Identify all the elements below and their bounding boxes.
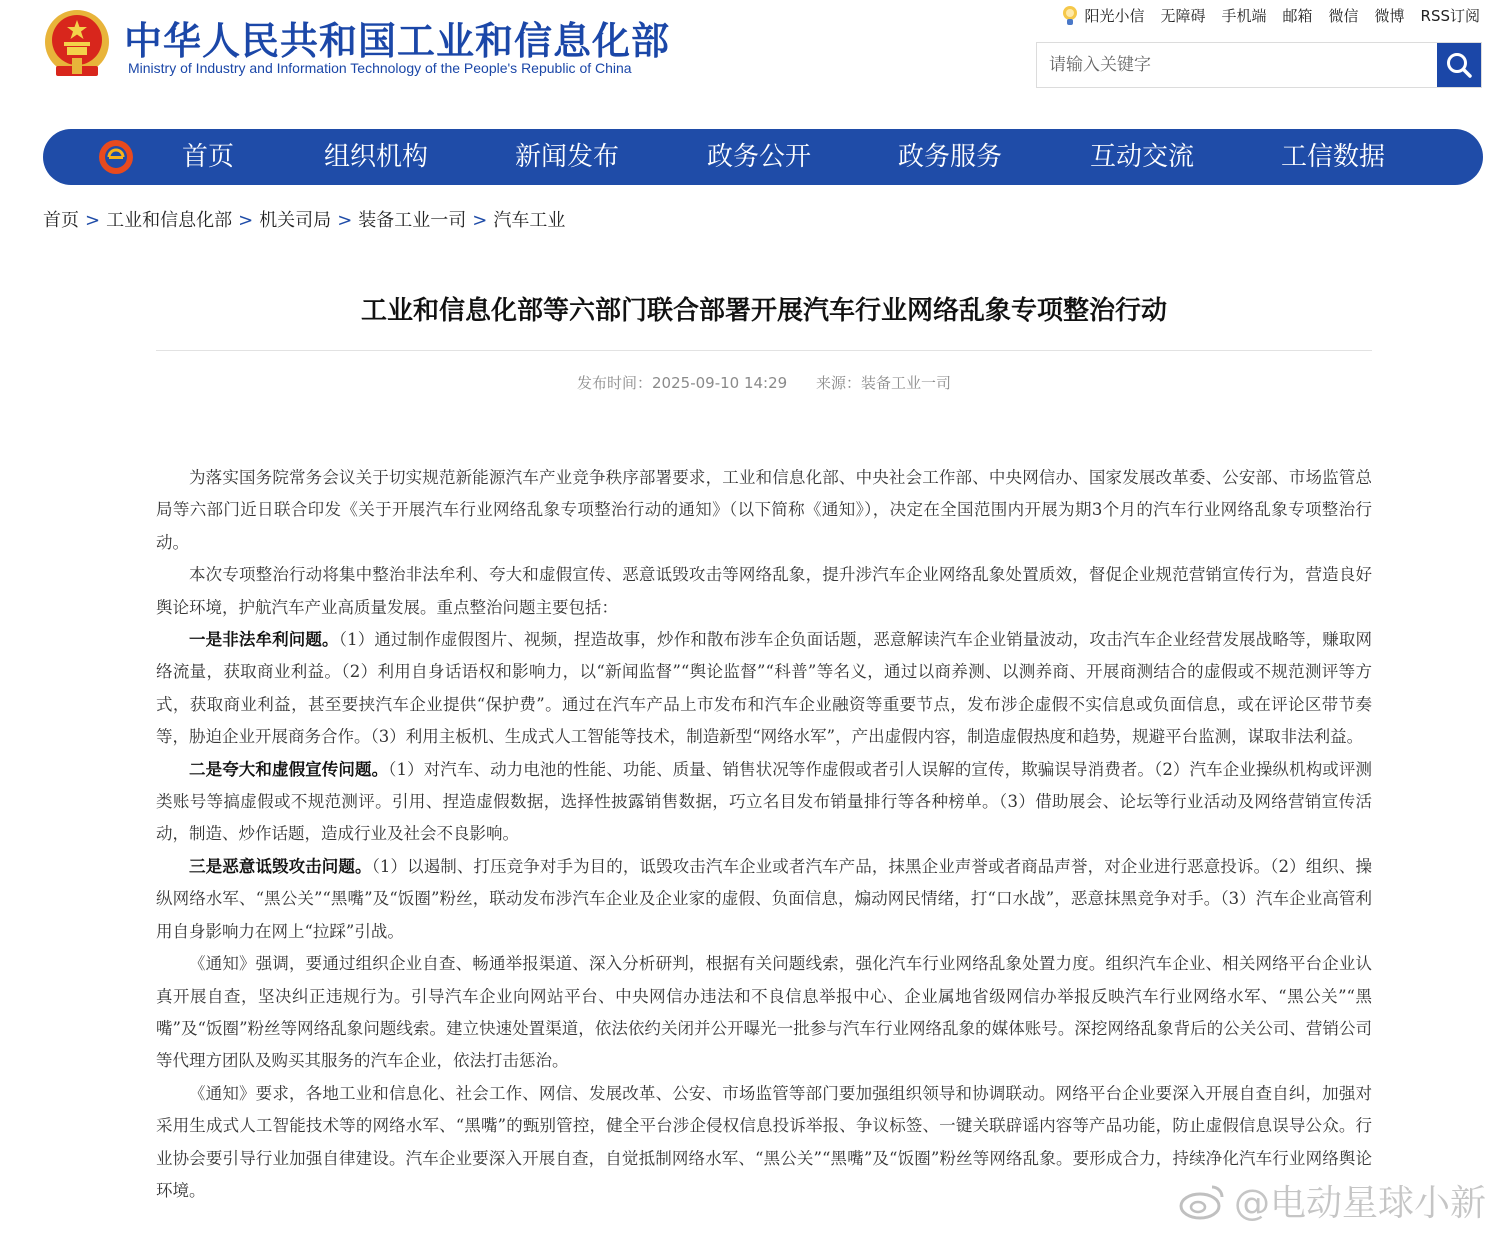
nav-interaction[interactable]: 互动交流 xyxy=(1090,142,1195,172)
breadcrumb-separator: > xyxy=(472,210,488,231)
paragraph xyxy=(156,851,1372,948)
nav-home[interactable]: 首页 xyxy=(182,142,235,172)
paragraph: 《通知》要求，各地工业和信息化、社会工作、网信、发展改革、公安、市场监管等部门要加强组织领导和协调联动。网络平台企业要深入开展自查自纠，加强对采用生成式人工智能技术等的网络水军、“黑嘴”的甄别管控，健全平台涉企侵权信息投诉举报、争议标签、一键关联辟谣内容等产品功能，防止虚假信息误导公众。行业协会要引导行业加强自律建设。汽车企业要深入开展自查，自觉抵制网络水军、“黑公关”“黑嘴”及“饭圈”粉丝等网络乱象。要形成合力，持续净化汽车行业网络舆论环境。 xyxy=(156,1083,1372,1200)
search-box xyxy=(1036,42,1482,88)
breadcrumb-miit[interactable]: 工业和信息化部 xyxy=(106,210,233,231)
article-title: 工业和信息化部等六部门联合部署开展汽车行业网络乱象专项整治行动 xyxy=(360,296,1167,326)
paragraph-lead: 二是夸大和虚假宣传问题。 xyxy=(189,759,389,779)
article-body xyxy=(156,462,1372,1207)
paragraph-text: （1）对汽车、动力电池的性能、功能、质量、销售状况等作虚假或者引人误解的宣传，欺骗误导消费者。（2）汽车企业操纵机构或评测类账号等搞虚假或不规范测评。引用、捏造虚假数据，选择性披露销售数据，巧立名目发布销量排行等各种榜单。（3）借助展会、论坛等行业活动及网络营销宣传活动，制造、炒作话题，造成行业及社会不良影响。 xyxy=(156,759,1373,844)
sunshine-mascot-icon xyxy=(1060,4,1080,26)
nav-data[interactable]: 工信数据 xyxy=(1281,142,1386,172)
watermark xyxy=(1178,1175,1486,1226)
paragraph: 本次专项整治行动将集中整治非法牟利、夸大和虚假宣传、恶意诋毁攻击等网络乱象，提升涉汽车企业网络乱象处置质效，督促企业规范营销宣传行为，营造良好舆论环境，护航汽车产业高质量发展。重点整治问题主要包括： xyxy=(156,565,1372,617)
paragraph: 为落实国务院常务会议关于切实规范新能源汽车产业竞争秩序部署要求，工业和信息化部、中央社会工作部、中央网信办、国家发展改革委、公安部、市场监管总局等六部门近日联合印发《关于开展汽车行业网络乱象专项整治行动的通知》（以下简称《通知》），决定在全国范围内开展为期3个月的汽车行业网络乱象专项整治行动。 xyxy=(156,468,1372,552)
breadcrumb-separator: > xyxy=(85,210,101,231)
breadcrumb-auto-industry[interactable]: 汽车工业 xyxy=(493,210,566,231)
search-icon xyxy=(1445,51,1473,79)
article-meta xyxy=(156,372,1372,393)
miit-logo-icon xyxy=(97,138,135,176)
nav-gov-services[interactable]: 政务服务 xyxy=(898,142,1003,172)
top-link-accessibility[interactable]: 无障碍 xyxy=(1160,6,1206,25)
nav-news[interactable]: 新闻发布 xyxy=(515,142,620,172)
breadcrumb-equipment-dept[interactable]: 装备工业一司 xyxy=(358,210,467,231)
article-source: 来源：装备工业一司 xyxy=(815,374,951,392)
top-link-rss[interactable]: RSS订阅 xyxy=(1420,6,1480,25)
breadcrumb-home[interactable]: 首页 xyxy=(43,210,79,231)
top-links xyxy=(1060,4,1480,26)
site-subtitle: Ministry of Industry and Information Technology of the People's Republic of China xyxy=(128,60,632,76)
breadcrumb-departments[interactable]: 机关司局 xyxy=(259,210,332,231)
nav-organization[interactable]: 组织机构 xyxy=(324,142,429,172)
paragraph-lead: 一是非法牟利问题。 xyxy=(189,630,339,650)
top-link-label: 阳光小信 xyxy=(1084,6,1145,25)
weibo-icon xyxy=(1178,1181,1228,1221)
paragraph-text: （1）以遏制、打压竞争对手为目的，诋毁攻击汽车企业或者汽车产品，抹黑企业声誉或者商品声誉，对企业进行恶意投诉。（2）组织、操纵网络水军、“黑公关”“黑嘴”及“饭圈”粉丝，联动发布涉汽车企业及企业家的虚假、负面信息，煽动网民情绪，打“口水战”，恶意抹黑竞争对手。（3）汽车企业高管利用自身影响力在网上“拉踩”引战。 xyxy=(156,856,1373,941)
nav-gov-affairs[interactable]: 政务公开 xyxy=(707,142,812,172)
site-title: 中华人民共和国工业和信息化部 xyxy=(124,19,671,63)
search-input[interactable] xyxy=(1037,43,1437,87)
main-nav xyxy=(43,129,1483,185)
breadcrumb xyxy=(43,206,565,232)
title-divider xyxy=(156,350,1372,351)
paragraph-lead: 三是恶意诋毁攻击问题。 xyxy=(189,856,372,876)
paragraph: 《通知》强调，要通过组织企业自查、畅通举报渠道、深入分析研判，根据有关问题线索，强化汽车行业网络乱象处置力度。组织汽车企业、相关网络平台企业认真开展自查，坚决纠正违规行为。引导汽车企业向网站平台、中央网信办违法和不良信息举报中心、企业属地省级网信办举报反映汽车行业网络水军、“黑公关”“黑嘴”及“饭圈”粉丝等网络乱象问题线索。建立快速处置渠道，依法依约关闭并公开曝光一批参与汽车行业网络乱象的媒体账号。深挖网络乱象背后的公关公司、营销公司等代理方团队及购买其服务的汽车企业，依法打击惩治。 xyxy=(156,954,1372,1071)
paragraph-text: （1）通过制作虚假图片、视频，捏造故事，炒作和散布涉车企负面话题，恶意解读汽车企业销量波动，攻击汽车企业经营发展战略等，赚取网络流量，获取商业利益。（2）利用自身话语权和影响力，以“新闻监督”“舆论监督”“科普”等名义，通过以商养测、以测养商、开展商测结合的虚假或不规范测评等方式，获取商业利益，甚至要挟汽车企业提供“保护费”。通过在汽车产品上市发布和汽车企业融资等重要节点，发布涉企虚假不实信息或负面信息，或在评论区带节奏等，胁迫企业开展商务合作。（3）利用主板机、生成式人工智能等技术，制造新型“网络水军”，产出虚假内容，制造虚假热度和趋势，规避平台监测，谋取非法利益。 xyxy=(156,630,1373,747)
national-emblem-icon xyxy=(42,8,112,82)
paragraph xyxy=(156,624,1372,754)
breadcrumb-separator: > xyxy=(238,210,254,231)
publish-time: 发布时间：2025-09-10 14:29 xyxy=(577,374,788,392)
top-link-mail[interactable]: 邮箱 xyxy=(1282,6,1313,25)
search-button[interactable] xyxy=(1437,43,1481,87)
top-link-sunshine[interactable] xyxy=(1060,4,1144,26)
top-link-wechat[interactable]: 微信 xyxy=(1328,6,1359,25)
watermark-text: @电动星球小新 xyxy=(1233,1183,1486,1224)
paragraph xyxy=(156,754,1372,851)
breadcrumb-separator: > xyxy=(337,210,353,231)
top-link-mobile[interactable]: 手机端 xyxy=(1221,6,1267,25)
top-link-weibo[interactable]: 微博 xyxy=(1374,6,1405,25)
